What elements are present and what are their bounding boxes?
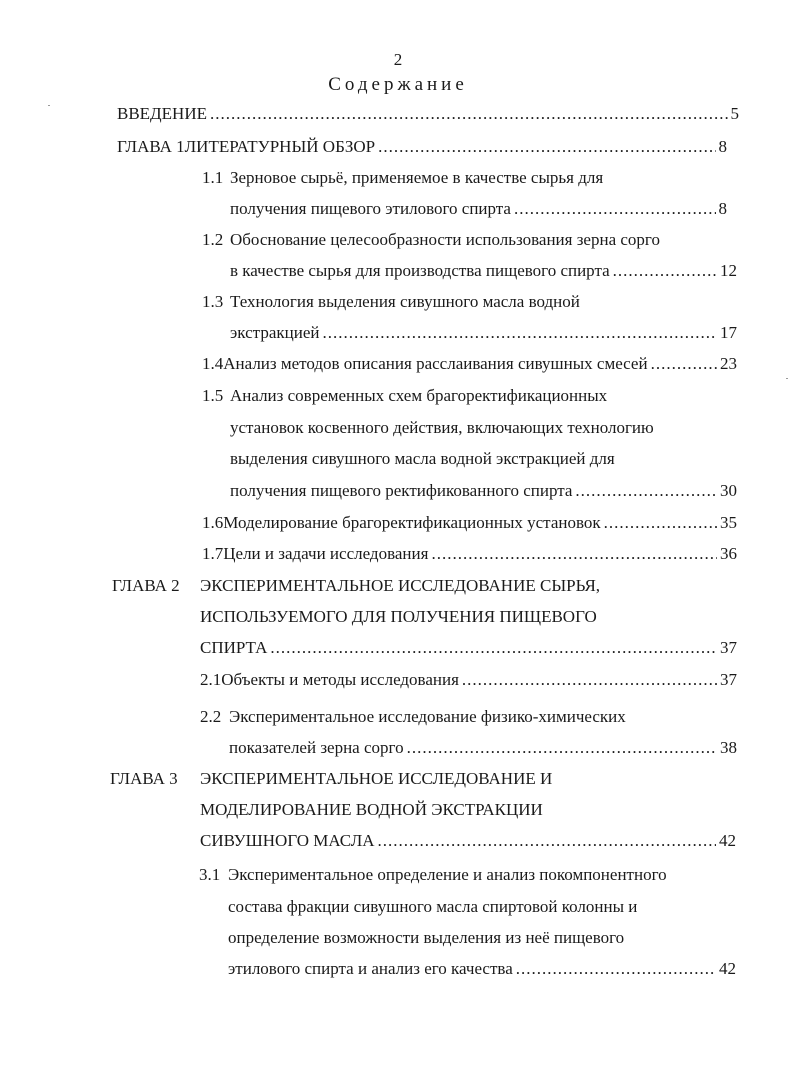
toc-entry-1-2-line2[interactable] (230, 261, 737, 281)
leader-dots (210, 104, 728, 124)
section-number: 1.6 (202, 513, 224, 532)
toc-entry-text: ЛИТЕРАТУРНЫЙ ОБЗОР (184, 137, 376, 156)
toc-entry-text: Обоснование целесообразности использования зерна сорго (230, 230, 660, 249)
toc-page-number: 8 (718, 137, 727, 156)
toc-entry-3-1-line4[interactable] (228, 959, 736, 979)
toc-entry-1-5-line2[interactable] (230, 418, 654, 438)
section-number: 3.1 (199, 865, 221, 884)
toc-entry-text: показателей зерна сорго (229, 738, 404, 757)
toc-entry-chapter-2-line1[interactable] (112, 576, 600, 596)
toc-page-number: 17 (720, 323, 737, 342)
toc-entry-chapter-3-line2[interactable] (200, 800, 543, 820)
section-number: 1.5 (202, 386, 224, 405)
toc-page-number: 42 (719, 831, 736, 850)
toc-entry-text: Анализ современных схем брагоректификационных (230, 386, 608, 405)
leader-dots (575, 481, 717, 501)
toc-entry-2-1[interactable] (200, 670, 737, 690)
toc-page-number: 30 (720, 481, 737, 500)
toc-page-number: 5 (730, 104, 739, 123)
toc-entry-1-5-line1[interactable] (202, 386, 607, 406)
toc-entry-chapter-3-line3[interactable] (200, 831, 736, 851)
toc-page-number: 37 (720, 638, 737, 657)
toc-entry-1-3-line1[interactable] (202, 292, 580, 312)
toc-entry-chapter-3-line1[interactable] (110, 769, 552, 789)
toc-entry-1-7[interactable] (202, 544, 737, 564)
toc-entry-2-2-line2[interactable] (229, 738, 737, 758)
leader-dots (322, 323, 717, 343)
leader-dots (378, 137, 715, 157)
toc-entry-text: этилового спирта и анализ его качества (228, 959, 513, 978)
leader-dots (604, 513, 717, 533)
toc-entry-intro[interactable] (117, 104, 739, 124)
section-number: 1.2 (202, 230, 224, 249)
toc-entry-text: ЭКСПЕРИМЕНТАЛЬНОЕ ИССЛЕДОВАНИЕ СЫРЬЯ, (200, 576, 601, 595)
toc-entry-text: в качестве сырья для производства пищевого спирта (230, 261, 610, 280)
toc-entry-3-1-line3[interactable] (228, 928, 624, 948)
toc-entry-text: выделения сивушного масла водной экстракцией для (230, 449, 615, 468)
toc-entry-3-1-line2[interactable] (228, 897, 637, 917)
leader-dots (270, 638, 717, 658)
toc-entry-text: Анализ методов описания расслаивания сивушных смесей (223, 354, 648, 373)
toc-entry-2-2-line1[interactable] (200, 707, 626, 727)
toc-entry-1-5-line3[interactable] (230, 449, 615, 469)
leader-dots (651, 354, 717, 374)
scan-speck (786, 378, 788, 379)
toc-entry-text: Цели и задачи исследования (223, 544, 429, 563)
toc-entry-text: СИВУШНОГО МАСЛА (200, 831, 375, 850)
toc-page-number: 23 (720, 354, 737, 373)
page-number: 2 (393, 50, 403, 69)
toc-entry-text: ВВЕДЕНИЕ (117, 104, 207, 123)
section-number: 2.2 (200, 707, 222, 726)
toc-entry-1-3-line2[interactable] (230, 323, 737, 343)
toc-entry-text: установок косвенного действия, включающих технологию (230, 418, 654, 437)
leader-dots (378, 831, 716, 851)
toc-entry-1-1-line1[interactable] (202, 168, 603, 188)
toc-page-number: 37 (720, 670, 737, 689)
section-number: 1.3 (202, 292, 224, 311)
leader-dots (516, 959, 716, 979)
chapter-label: ГЛАВА 3 (110, 769, 178, 788)
toc-entry-text: Технология выделения сивушного масла водной (230, 292, 580, 311)
toc-page-number: 38 (720, 738, 737, 757)
leader-dots (462, 670, 717, 690)
section-number: 1.1 (202, 168, 224, 187)
toc-entry-text: СПИРТА (200, 638, 268, 657)
toc-entry-text: МОДЕЛИРОВАНИЕ ВОДНОЙ ЭКСТРАКЦИИ (200, 800, 543, 819)
toc-entry-text: ЭКСПЕРИМЕНТАЛЬНОЕ ИССЛЕДОВАНИЕ И (200, 769, 553, 788)
toc-title: Содержание (328, 74, 468, 95)
toc-entry-text: получения пищевого этилового спирта (230, 199, 511, 218)
section-number: 1.4 (202, 354, 224, 373)
toc-entry-text: Экспериментальное исследование физико-химических (229, 707, 626, 726)
toc-entry-3-1-line1[interactable] (199, 865, 667, 885)
toc-entry-text: состава фракции сивушного масла спиртовой колонны и (228, 897, 638, 916)
toc-entry-1-5-line4[interactable] (230, 481, 737, 501)
section-number: 2.1 (200, 670, 222, 689)
leader-dots (613, 261, 717, 281)
toc-entry-text: Зерновое сырьё, применяемое в качестве сырья для (230, 168, 604, 187)
toc-entry-text: Моделирование брагоректификационных установок (223, 513, 601, 532)
toc-entry-1-4[interactable] (202, 354, 737, 374)
toc-page-number: 36 (720, 544, 737, 563)
toc-entry-chapter-2-line3[interactable] (200, 638, 737, 658)
section-number: 1.7 (202, 544, 224, 563)
toc-entry-1-2-line1[interactable] (202, 230, 660, 250)
toc-entry-text: Экспериментальное определение и анализ покомпонентного (228, 865, 667, 884)
toc-page-number: 8 (718, 199, 727, 218)
toc-page-number: 35 (720, 513, 737, 532)
toc-entry-text: Объекты и методы исследования (221, 670, 459, 689)
toc-entry-text: получения пищевого ректификованного спирта (230, 481, 573, 500)
leader-dots (431, 544, 717, 564)
toc-entry-1-1-line2[interactable] (230, 199, 727, 219)
toc-page-number: 42 (719, 959, 736, 978)
chapter-label: ГЛАВА 2 (112, 576, 180, 595)
toc-page-number: 12 (720, 261, 737, 280)
toc-entry-text: экстракцией (230, 323, 320, 342)
toc-entry-1-6[interactable] (202, 513, 737, 533)
toc-entry-chapter-2-line2[interactable] (200, 607, 597, 627)
leader-dots (407, 738, 717, 758)
chapter-label: ГЛАВА 1 (117, 137, 185, 156)
toc-entry-text: определение возможности выделения из неё пищевого (228, 928, 625, 947)
toc-entry-chapter-1[interactable] (117, 137, 727, 157)
scan-speck (48, 105, 50, 106)
toc-entry-text: ИСПОЛЬЗУЕМОГО ДЛЯ ПОЛУЧЕНИЯ ПИЩЕВОГО (200, 607, 597, 626)
leader-dots (514, 199, 716, 219)
